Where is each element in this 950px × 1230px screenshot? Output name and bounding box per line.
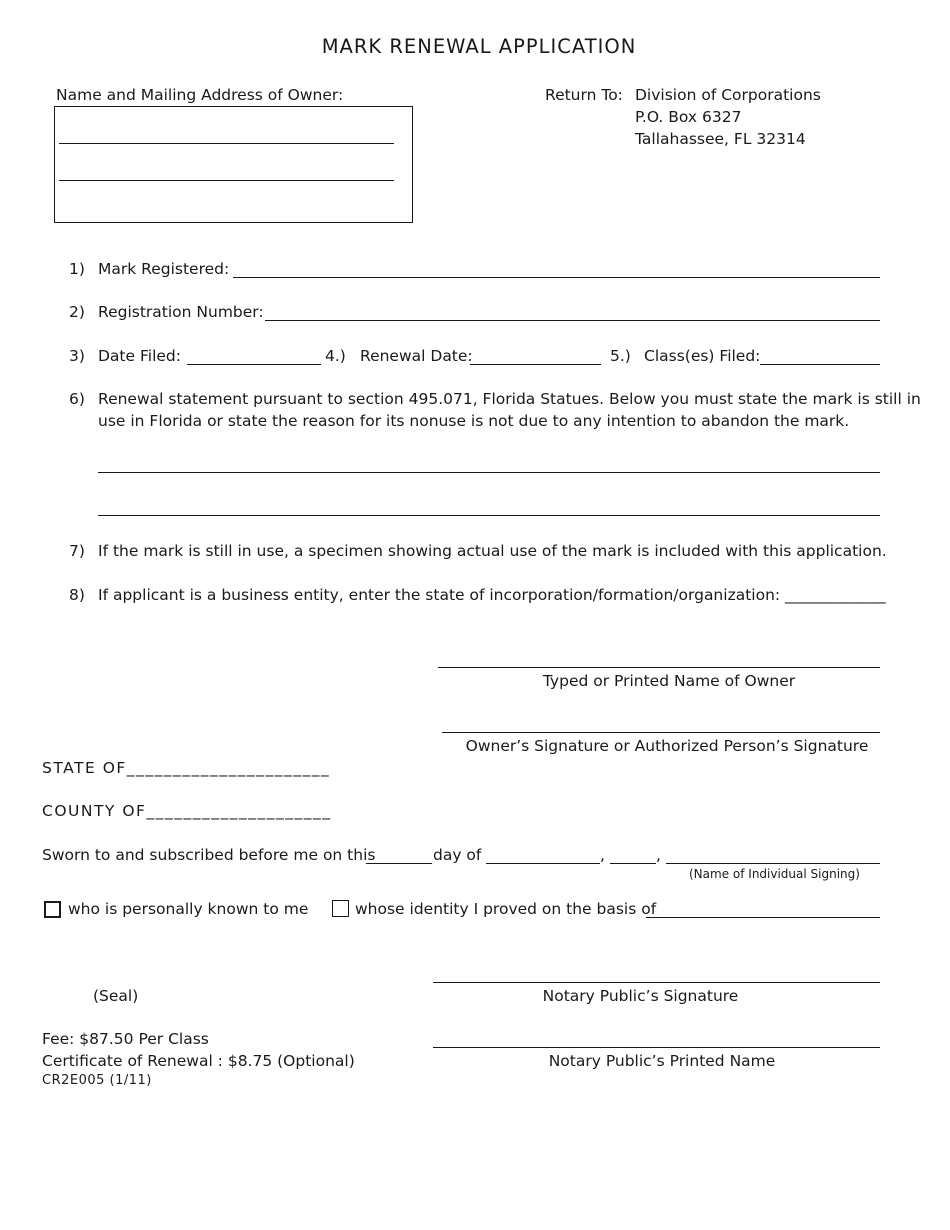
sworn-month-field[interactable] bbox=[486, 863, 600, 864]
item-number-5: 5.) bbox=[610, 347, 631, 365]
statement-field-2[interactable] bbox=[98, 515, 880, 516]
fee-text: Fee: $87.50 Per Class bbox=[42, 1030, 209, 1048]
statement-field-1[interactable] bbox=[98, 472, 880, 473]
renewal-date-field[interactable] bbox=[470, 364, 601, 365]
owner-signature-field[interactable] bbox=[442, 732, 880, 733]
identity-basis-field[interactable] bbox=[646, 917, 880, 918]
mark-registered-label: Mark Registered: bbox=[98, 260, 230, 278]
notary-signature-field[interactable] bbox=[433, 982, 880, 983]
owner-address-box[interactable] bbox=[54, 106, 413, 223]
return-to-line-1: Division of Corporations bbox=[635, 86, 821, 104]
form-code: CR2E005 (1/11) bbox=[42, 1073, 152, 1088]
personally-known-checkbox[interactable] bbox=[44, 901, 61, 918]
specimen-statement: If the mark is still in use, a specimen showing actual use of the mark is included with this application. bbox=[98, 542, 887, 560]
item-number-4: 4.) bbox=[325, 347, 346, 365]
item-number-3: 3) bbox=[69, 347, 85, 365]
return-to-label: Return To: bbox=[545, 86, 623, 104]
sworn-day-field[interactable] bbox=[366, 863, 432, 864]
name-signing-caption: (Name of Individual Signing) bbox=[689, 867, 860, 881]
classes-filed-label: Class(es) Filed: bbox=[644, 347, 761, 365]
notary-signature-caption: Notary Public’s Signature bbox=[542, 987, 739, 1005]
day-of-text: day of bbox=[433, 846, 482, 864]
notary-printed-name-caption: Notary Public’s Printed Name bbox=[548, 1052, 776, 1070]
state-incorporation-statement: If applicant is a business entity, enter the state of incorporation/formation/organization: _____________ bbox=[98, 586, 886, 604]
item-number-8: 8) bbox=[69, 586, 85, 604]
state-of-field[interactable]: STATE OF______________________ bbox=[42, 759, 331, 777]
renewal-statement-line-2: use in Florida or state the reason for its nonuse is not due to any intention to abandon the mark. bbox=[98, 412, 850, 430]
seal-label: (Seal) bbox=[93, 987, 139, 1005]
item-number-1: 1) bbox=[69, 260, 85, 278]
identity-proved-label: whose identity I proved on the basis of bbox=[355, 900, 657, 918]
owner-signature-caption: Owner’s Signature or Authorized Person’s Signature bbox=[465, 737, 869, 755]
mark-registered-field[interactable] bbox=[233, 277, 880, 278]
county-of-field[interactable]: COUNTY OF____________________ bbox=[42, 802, 332, 820]
identity-proved-checkbox[interactable] bbox=[332, 900, 349, 917]
owner-address-label: Name and Mailing Address of Owner: bbox=[56, 86, 344, 104]
date-filed-label: Date Filed: bbox=[98, 347, 181, 365]
comma-2: , bbox=[656, 846, 661, 864]
item-number-2: 2) bbox=[69, 303, 85, 321]
registration-number-label: Registration Number: bbox=[98, 303, 264, 321]
typed-name-field[interactable] bbox=[438, 667, 880, 668]
classes-filed-field[interactable] bbox=[760, 364, 880, 365]
page-title: MARK RENEWAL APPLICATION bbox=[321, 35, 637, 58]
item-number-7: 7) bbox=[69, 542, 85, 560]
owner-address-line-1[interactable] bbox=[59, 143, 394, 144]
sworn-year-field[interactable] bbox=[610, 863, 656, 864]
date-filed-field[interactable] bbox=[187, 364, 321, 365]
return-to-line-3: Tallahassee, FL 32314 bbox=[635, 130, 806, 148]
item-number-6: 6) bbox=[69, 390, 85, 408]
renewal-statement-line-1: Renewal statement pursuant to section 495.071, Florida Statues. Below you must state the mark is still in bbox=[98, 390, 921, 408]
comma-1: , bbox=[600, 846, 605, 864]
registration-number-field[interactable] bbox=[265, 320, 880, 321]
sworn-text: Sworn to and subscribed before me on this bbox=[42, 846, 376, 864]
return-to-line-2: P.O. Box 6327 bbox=[635, 108, 742, 126]
renewal-date-label: Renewal Date: bbox=[360, 347, 473, 365]
owner-address-line-2[interactable] bbox=[59, 180, 394, 181]
personally-known-label: who is personally known to me bbox=[68, 900, 309, 918]
certificate-fee-text: Certificate of Renewal : $8.75 (Optional) bbox=[42, 1052, 355, 1070]
notary-printed-name-field[interactable] bbox=[433, 1047, 880, 1048]
typed-name-caption: Typed or Printed Name of Owner bbox=[542, 672, 796, 690]
